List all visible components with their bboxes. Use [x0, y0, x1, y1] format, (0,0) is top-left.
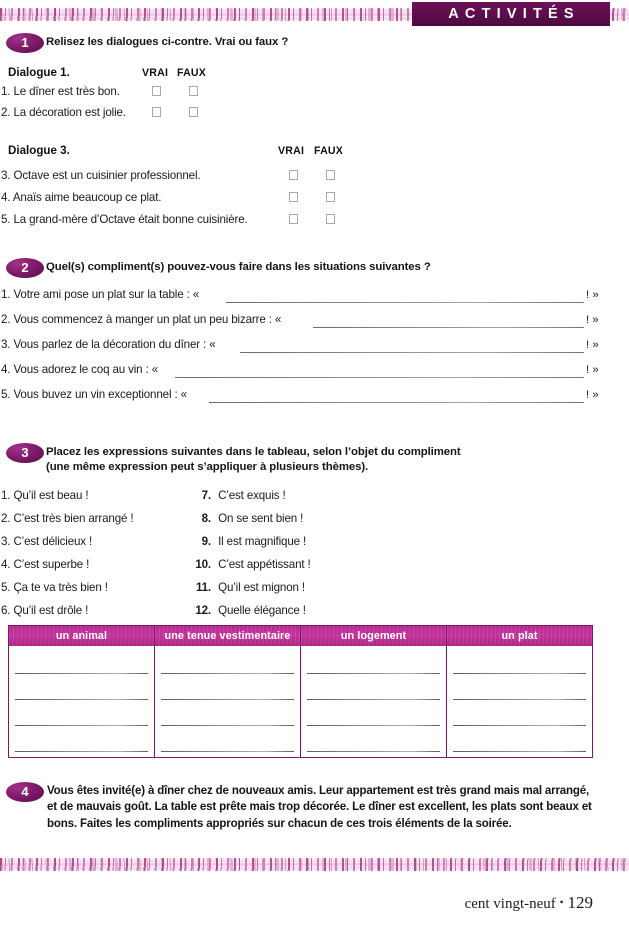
- dialogue-3-item-3-number: 3.: [1, 169, 11, 182]
- table-cell-une-tenue-vestimentaire[interactable]: [155, 646, 300, 757]
- dialogue-3-item-4: [1, 191, 161, 204]
- exercise-3-item-7: [191, 489, 286, 502]
- dialogue-3-title: Dialogue 3.: [8, 144, 70, 157]
- table-header-un-plat: un plat: [447, 626, 592, 646]
- table-cell-un-logement[interactable]: [301, 646, 446, 757]
- exercise-3-item-5: [1, 581, 108, 594]
- exercise-3-item-10: [191, 558, 311, 571]
- table-cell-un-animal[interactable]: [9, 646, 154, 757]
- exercise-3-item-1-number: 1.: [1, 489, 11, 502]
- exercise-4-badge: 4: [6, 782, 44, 802]
- exercise-2-item-2: [1, 313, 281, 326]
- dialogue-1-item-2: [1, 106, 126, 119]
- exercise-2-item-4-text: Vous adorez le coq au vin : «: [13, 363, 158, 376]
- exercise-2-answer-input-4[interactable]: [175, 377, 584, 378]
- exercise-3-item-2-text: C’est très bien arrangé !: [13, 512, 134, 525]
- exercise-3-item-3-number: 3.: [1, 535, 11, 548]
- activites-banner: ACTIVITÉS: [412, 2, 610, 26]
- dialogue-1-item-2-vrai-checkbox[interactable]: [152, 107, 161, 117]
- dialogue-3-item-4-vrai-checkbox[interactable]: [289, 192, 298, 202]
- exercise-2-item-5-tail: ! »: [586, 389, 599, 401]
- write-line[interactable]: [161, 725, 294, 726]
- table-column-un-logement: [301, 626, 447, 757]
- exercise-2-item-5-number: 5.: [1, 388, 11, 401]
- write-line[interactable]: [161, 673, 294, 674]
- table-column-un-plat: [447, 626, 592, 757]
- exercise-2-answer-input-5[interactable]: [209, 402, 584, 403]
- write-line[interactable]: [307, 751, 440, 752]
- write-line[interactable]: [453, 699, 586, 700]
- exercise-2-item-3-number: 3.: [1, 338, 11, 351]
- write-line[interactable]: [15, 673, 148, 674]
- dialogue-1-item-1-faux-checkbox[interactable]: [189, 86, 198, 96]
- exercise-2-item-4-number: 4.: [1, 363, 11, 376]
- exercise-3-item-5-text: Ça te va très bien !: [13, 581, 108, 594]
- write-line[interactable]: [453, 673, 586, 674]
- decorative-band-bottom: [0, 858, 629, 871]
- write-line[interactable]: [15, 725, 148, 726]
- exercise-3-item-7-number: 7.: [201, 489, 211, 502]
- exercise-3-item-11-text: Qu’il est mignon !: [218, 581, 305, 594]
- dialogue-1-item-2-number: 2.: [1, 106, 11, 119]
- table-header-une-tenue-vestimentaire: une tenue vestimentaire: [155, 626, 300, 646]
- dialogue-3-item-5-text: La grand-mère d’Octave était bonne cuisinière.: [13, 213, 248, 226]
- dialogue-3-item-3: [1, 169, 200, 182]
- dialogue-3-item-4-text: Anaïs aime beaucoup ce plat.: [12, 191, 162, 204]
- dialogue-1-item-1-number: 1.: [1, 85, 11, 98]
- exercise-3-item-6-text: Qu’il est drôle !: [13, 604, 89, 617]
- exercise-3-badge: 3: [6, 443, 44, 463]
- exercise-3-item-9-text: Il est magnifique !: [218, 535, 307, 548]
- write-line[interactable]: [15, 751, 148, 752]
- exercise-2-item-1-tail: ! »: [586, 289, 599, 301]
- exercise-3-item-12: [191, 604, 306, 617]
- write-line[interactable]: [307, 673, 440, 674]
- exercise-2-item-2-text: Vous commencez à manger un plat un peu bizarre : «: [13, 313, 282, 326]
- exercise-3-item-4: [1, 558, 89, 571]
- write-line[interactable]: [15, 699, 148, 700]
- dialogue-3-item-5: [1, 213, 248, 226]
- exercise-3-item-4-text: C’est superbe !: [13, 558, 90, 571]
- dialogue-1-title: Dialogue 1.: [8, 66, 70, 79]
- exercise-3-item-10-text: C’est appétissant !: [218, 558, 311, 571]
- exercise-2-item-1-text: Votre ami pose un plat sur la table : «: [13, 288, 200, 301]
- dialogue-3-item-3-faux-checkbox[interactable]: [326, 170, 335, 180]
- exercise-3-item-3: [1, 535, 92, 548]
- exercise-3-item-12-number: 12.: [195, 604, 211, 617]
- dialogue-3-column-faux: FAUX: [314, 145, 344, 157]
- dialogue-1-item-1: [1, 85, 120, 98]
- exercise-3-item-9-number: 9.: [201, 535, 211, 548]
- dialogue-1-column-faux: FAUX: [177, 67, 207, 79]
- exercise-3-item-4-number: 4.: [1, 558, 11, 571]
- dialogue-1-item-2-text: La décoration est jolie.: [13, 106, 126, 119]
- exercise-2-item-4: [1, 363, 158, 376]
- exercise-3-item-7-text: C’est exquis !: [218, 489, 286, 502]
- exercise-3-item-3-text: C’est délicieux !: [13, 535, 93, 548]
- exercise-3-item-2: [1, 512, 133, 525]
- exercise-1-badge: 1: [6, 33, 44, 53]
- exercise-4-instruction: Vous êtes invité(e) à dîner chez de nouveaux amis. Leur appartement est très grand mais mal arrangé, et de mauvais goût. La table est prête mais trop décorée. Le dîner est excellent, les plats sont beaux et bons. Faites les compliments appropriés sur chacun de ces trois éléments de la soirée.: [47, 785, 592, 830]
- dialogue-3-item-3-text: Octave est un cuisinier professionnel.: [13, 169, 201, 182]
- page-footer-bullet-icon: •: [559, 895, 564, 909]
- exercise-2-answer-input-1[interactable]: [226, 302, 584, 303]
- exercise-2-item-2-tail: ! »: [586, 314, 599, 326]
- exercise-3-item-2-number: 2.: [1, 512, 11, 525]
- exercise-3-item-11-number: 11.: [195, 581, 211, 594]
- exercise-2-item-3: [1, 338, 216, 351]
- exercise-2-item-5: [1, 388, 187, 401]
- dialogue-1-item-2-faux-checkbox[interactable]: [189, 107, 198, 117]
- exercise-2-item-1: [1, 288, 199, 301]
- exercise-2-item-2-number: 2.: [1, 313, 11, 326]
- exercise-2-instruction: Quel(s) compliment(s) pouvez-vous faire dans les situations suivantes ?: [46, 261, 431, 273]
- exercise-3-item-5-number: 5.: [1, 581, 11, 594]
- exercise-2-answer-input-3[interactable]: [240, 352, 584, 353]
- dialogue-3-item-5-vrai-checkbox[interactable]: [289, 214, 298, 224]
- dialogue-3-item-4-number: 4.: [1, 191, 11, 204]
- exercise-3-item-6-number: 6.: [1, 604, 11, 617]
- table-cell-un-plat[interactable]: [447, 646, 592, 757]
- exercise-3-item-8-number: 8.: [201, 512, 211, 525]
- page-footer: [0, 893, 593, 913]
- write-line[interactable]: [161, 699, 294, 700]
- dialogue-1-column-vrai: VRAI: [142, 67, 169, 79]
- exercise-2-item-5-text: Vous buvez un vin exceptionnel : «: [13, 388, 187, 401]
- table-column-un-animal: [9, 626, 155, 757]
- exercise-3-item-11: [191, 581, 305, 594]
- exercise-3-item-10-number: 10.: [195, 558, 211, 571]
- dialogue-1-item-1-vrai-checkbox[interactable]: [152, 86, 161, 96]
- table-header-un-animal: un animal: [9, 626, 154, 646]
- exercise-3-item-8: [191, 512, 303, 525]
- page-footer-words: cent vingt-neuf: [464, 896, 556, 912]
- dialogue-3-item-5-faux-checkbox[interactable]: [326, 214, 335, 224]
- write-line[interactable]: [307, 699, 440, 700]
- exercise-3-item-12-text: Quelle élégance !: [218, 604, 306, 617]
- exercise-3-item-1-text: Qu’il est beau !: [13, 489, 89, 502]
- table-column-une-tenue-vestimentaire: [155, 626, 301, 757]
- write-line[interactable]: [307, 725, 440, 726]
- exercise-3-item-1: [1, 489, 88, 502]
- exercise-2-item-4-tail: ! »: [586, 364, 599, 376]
- exercise-3-item-6: [1, 604, 88, 617]
- dialogue-3-item-5-number: 5.: [1, 213, 11, 226]
- exercise-3-instruction-line-1: Placez les expressions suivantes dans le tableau, selon l’objet du compliment: [46, 446, 461, 458]
- write-line[interactable]: [453, 725, 586, 726]
- exercise-2-item-3-text: Vous parlez de la décoration du dîner : «: [13, 338, 216, 351]
- dialogue-3-item-4-faux-checkbox[interactable]: [326, 192, 335, 202]
- write-line[interactable]: [453, 751, 586, 752]
- write-line[interactable]: [161, 751, 294, 752]
- compliment-theme-table: [8, 625, 593, 758]
- table-header-un-logement: un logement: [301, 626, 446, 646]
- exercise-2-item-1-number: 1.: [1, 288, 11, 301]
- exercise-3-item-9: [191, 535, 306, 548]
- exercise-3-item-8-text: On se sent bien !: [218, 512, 304, 525]
- page-number: 129: [567, 893, 593, 912]
- exercise-2-badge: 2: [6, 258, 44, 278]
- exercise-3-instruction-line-2: (une même expression peut s’appliquer à plusieurs thèmes).: [46, 461, 369, 473]
- exercise-1-instruction: Relisez les dialogues ci-contre. Vrai ou faux ?: [46, 36, 289, 48]
- dialogue-3-item-3-vrai-checkbox[interactable]: [289, 170, 298, 180]
- exercise-2-answer-input-2[interactable]: [313, 327, 584, 328]
- exercise-2-item-3-tail: ! »: [586, 339, 599, 351]
- dialogue-1-item-1-text: Le dîner est très bon.: [13, 85, 120, 98]
- dialogue-3-column-vrai: VRAI: [278, 145, 305, 157]
